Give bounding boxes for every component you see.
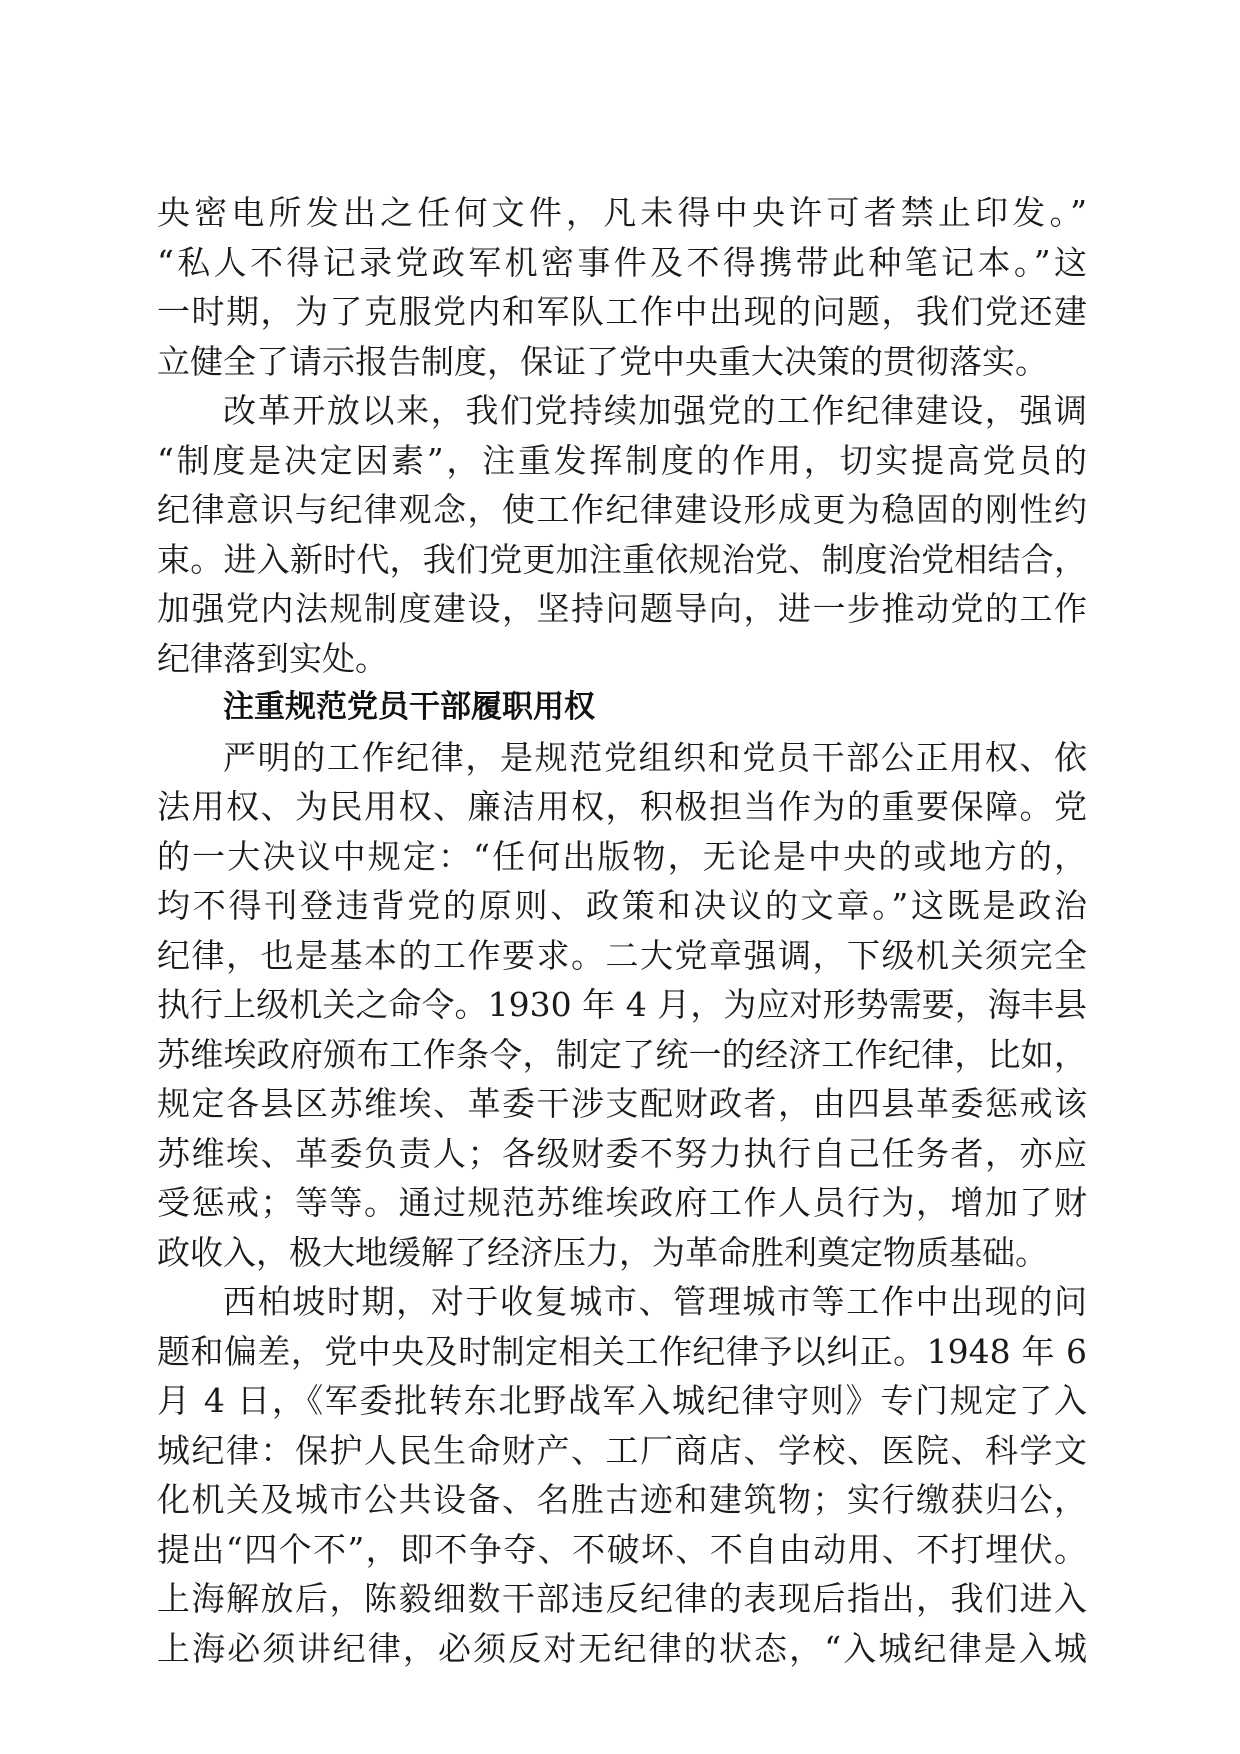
paragraph [157,1277,1087,1673]
text-line: 执行上级机关之命令。1930 年 4 月，为应对形势需要，海丰县 [157,985,1087,1024]
text-line: 月 4 日，《军委批转东北野战军入城纪律守则》专门规定了入 [157,1381,1087,1420]
text-line: 央密电所发出之任何文件，凡未得中央许可者禁止印发。” [157,193,1087,232]
text-line: 政收入，极大地缓解了经济压力，为革命胜利奠定物质基础。 [157,1232,1048,1272]
paragraph [157,733,1087,1278]
text-line: 苏维埃政府颁布工作条令，制定了统一的经济工作纪律，比如， [157,1034,1087,1074]
text-line: 严明的工作纪律，是规范党组织和党员干部公正用权、依 [223,737,1087,777]
text-line: 题和偏差，党中央及时制定相关工作纪律予以纠正。1948 年 6 [157,1331,1087,1371]
text-line: 法用权、为民用权、廉洁用权，积极担当作为的重要保障。党 [157,787,1087,826]
text-line: 西柏坡时期，对于收复城市、管理城市等工作中出现的问 [223,1282,1087,1321]
text-line: 苏维埃、革委负责人；各级财委不努力执行自己任务者，亦应 [157,1133,1087,1173]
text-line: 的一大决议中规定：“任何出版物，无论是中央的或地方的， [157,836,1087,876]
text-line: 立健全了请示报告制度，保证了党中央重大决策的贯彻落实。 [157,341,1048,381]
text-line: 加强党内法规制度建设，坚持问题导向，进一步推动党的工作 [157,589,1087,628]
text-line: 纪律落到实处。 [157,638,388,678]
text-line: 上海必须讲纪律，必须反对无纪律的状态，“入城纪律是入城 [157,1628,1087,1668]
text-line: “私人不得记录党政军机密事件及不得携带此种笔记本。”这 [157,242,1087,282]
text-line: “制度是决定因素”，注重发挥制度的作用，切实提高党员的 [157,440,1087,480]
text-line: 提出“四个不”，即不争夺、不破坏、不自由动用、不打埋伏。 [157,1529,1087,1569]
paragraph [157,188,1087,386]
text-line: 改革开放以来，我们党持续加强党的工作纪律建设，强调 [223,391,1087,430]
text-line: 均不得刊登违背党的原则、政策和决议的文章。”这既是政治 [157,886,1087,925]
document-body [157,188,1087,1673]
text-line: 纪律，也是基本的工作要求。二大党章强调，下级机关须完全 [157,935,1087,975]
paragraph [157,386,1087,683]
text-line: 束。进入新时代，我们党更加注重依规治党、制度治党相结合， [157,539,1087,579]
text-line: 规定各县区苏维埃、革委干涉支配财政者，由四县革委惩戒该 [157,1084,1087,1123]
section-heading: 注重规范党员干部履职用权 [223,689,595,725]
text-line: 纪律意识与纪律观念，使工作纪律建设形成更为稳固的刚性约 [157,490,1087,529]
text-line: 上海解放后，陈毅细数干部违反纪律的表现后指出，我们进入 [157,1579,1087,1618]
text-line: 受惩戒；等等。通过规范苏维埃政府工作人员行为，增加了财 [157,1183,1087,1222]
text-line: 一时期，为了克服党内和军队工作中出现的问题，我们党还建 [157,292,1087,331]
text-line: 城纪律：保护人民生命财产、工厂商店、学校、医院、科学文 [157,1430,1087,1470]
text-line: 化机关及城市公共设备、名胜古迹和建筑物；实行缴获归公， [157,1480,1087,1519]
